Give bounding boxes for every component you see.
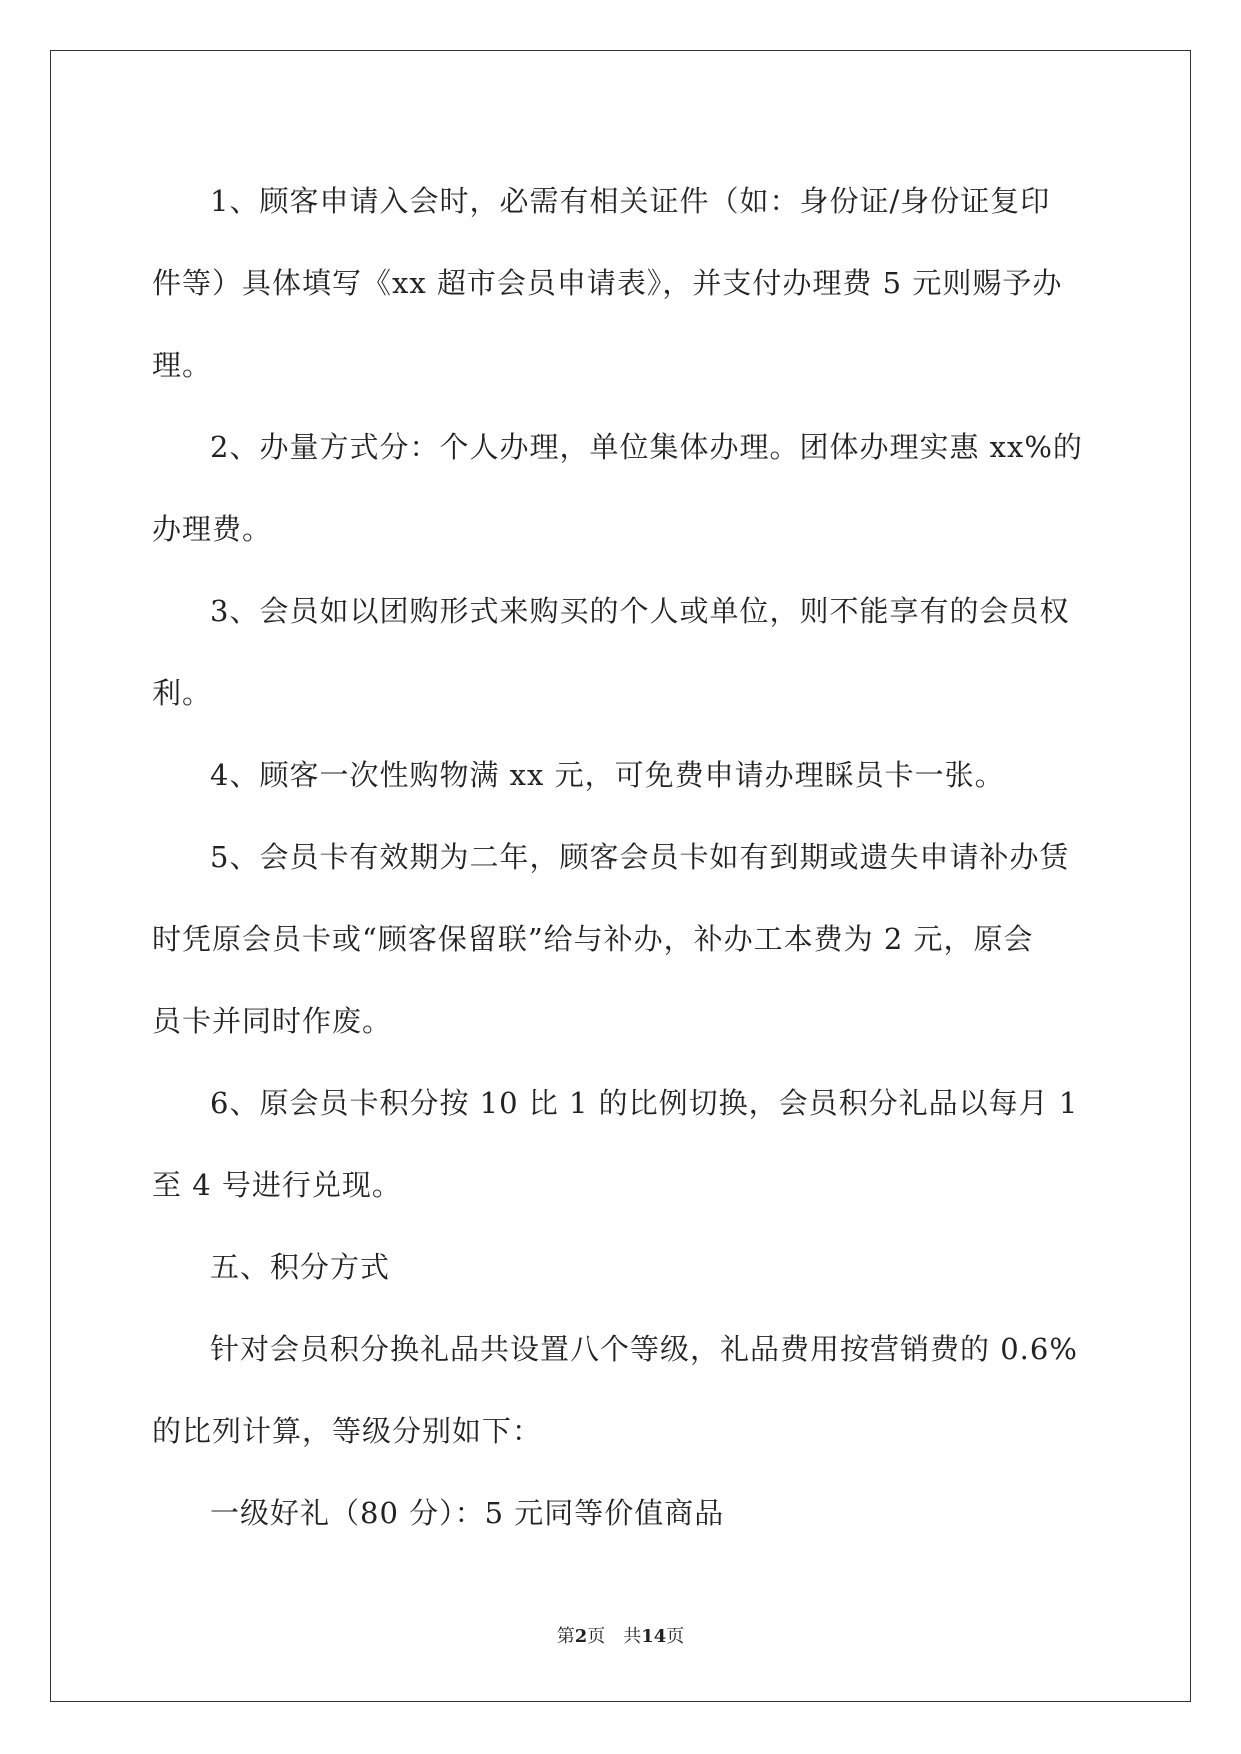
page-total: 14 [641, 1626, 667, 1647]
paragraph-line: 件等）具体填写《xx 超市会员申请表》，并支付办理费 5 元则赐予办 [152, 266, 1063, 300]
paragraph-line: 的比列计算，等级分别如下： [152, 1414, 543, 1448]
page-number-current: 2 [574, 1626, 588, 1647]
paragraph-line: 时凭原会员卡或“顾客保留联”给与补办，补办工本费为 2 元，原会 [152, 922, 1034, 956]
paragraph-line: 3、会员如以团购形式来购买的个人或单位，则不能享有的会员权 [210, 594, 1070, 628]
paragraph-line: 2、办量方式分：个人办理，单位集体办理。团体办理实惠 xx%的 [210, 430, 1083, 464]
paragraph-line: 员卡并同时作废。 [152, 1004, 393, 1038]
page-number-suffix: 页 [587, 1626, 606, 1647]
paragraph-line: 5、会员卡有效期为二年，顾客会员卡如有到期或遗失申请补办赁 [210, 840, 1070, 874]
page-total-suffix: 页 [666, 1626, 685, 1647]
paragraph-line: 办理费。 [152, 512, 273, 546]
page-footer [0, 1622, 1241, 1648]
paragraph-line: 1、顾客申请入会时，必需有相关证件（如：身份证/身份证复印 [210, 184, 1051, 218]
page-total-prefix: 共 [623, 1626, 642, 1647]
page-number-prefix: 第 [556, 1626, 575, 1647]
paragraph-line: 理。 [152, 348, 213, 382]
section-heading: 五、积分方式 [210, 1250, 391, 1284]
document-body [152, 160, 1092, 1554]
paragraph-line: 6、原会员卡积分按 10 比 1 的比例切换，会员积分礼品以每月 1 [210, 1086, 1079, 1120]
paragraph-line: 4、顾客一次性购物满 xx 元，可免费申请办理睬员卡一张。 [210, 758, 1005, 792]
paragraph-line: 一级好礼（80 分）：5 元同等价值商品 [210, 1496, 725, 1530]
paragraph-line: 针对会员积分换礼品共设置八个等级，礼品费用按营销费的 0.6% [210, 1332, 1078, 1366]
paragraph-line: 至 4 号进行兑现。 [152, 1168, 402, 1202]
paragraph-line: 利。 [152, 676, 213, 710]
